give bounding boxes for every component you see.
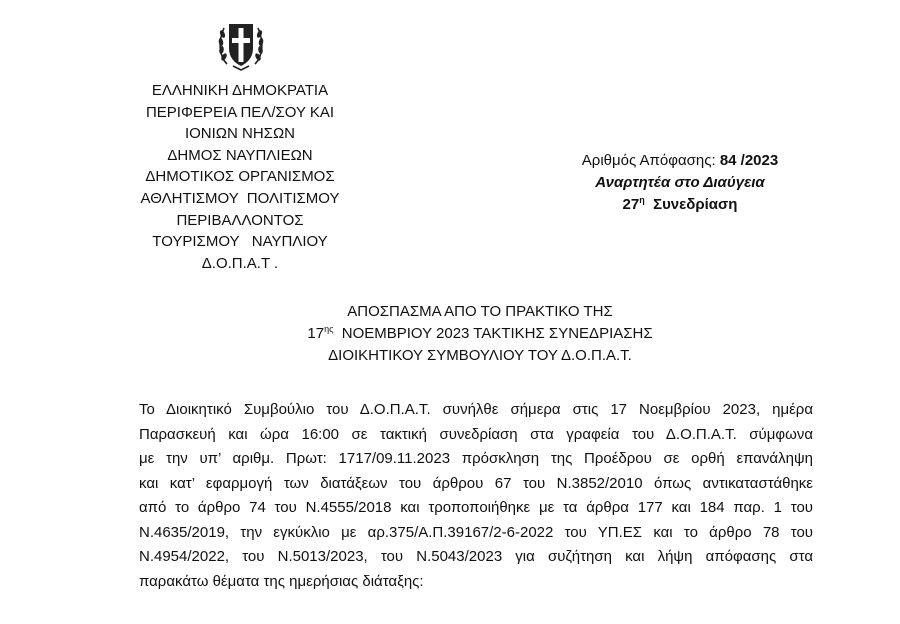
paragraph-line: από το άρθρο 74 του Ν.4555/2018 και τροποποιήθηκε με τα άρθρα 177 και 184 παρ. 1 του bbox=[139, 499, 813, 516]
issuer-line: ΤΟΥΡΙΣΜΟΥ ΝΑΥΠΛΙΟΥ bbox=[152, 233, 328, 251]
title-day: 17 bbox=[307, 325, 325, 342]
decision-number-line bbox=[540, 150, 820, 172]
greek-coat-of-arms-icon bbox=[213, 14, 269, 72]
issuer-line: Δ.Ο.Π.Α.Τ . bbox=[201, 254, 279, 272]
session-ordinal: η bbox=[639, 195, 645, 205]
session-number: 27 bbox=[622, 196, 640, 213]
title-line-2-rest: ΝΟΕΜΒΡΙΟΥ 2023 ΤΑΚΤΙΚΗΣ ΣΥΝΕΔΡΙΑΣΗΣ bbox=[333, 325, 653, 342]
decision-number-label: Αριθμός Απόφασης: bbox=[581, 152, 720, 169]
minutes-paragraph bbox=[139, 398, 813, 594]
title-day-ordinal: ης bbox=[324, 324, 334, 334]
issuer-line: ΠΕΡΙΦΕΡΕΙΑ ΠΕΛ/ΣΟΥ ΚΑΙ bbox=[145, 103, 335, 121]
issuer-header bbox=[120, 80, 360, 274]
issuer-line: ΠΕΡΙΒΑΛΛΟΝΤΟΣ bbox=[176, 211, 304, 229]
issuer-line: ΔΗΜΟΤΙΚΟΣ ΟΡΓΑΝΙΣΜΟΣ bbox=[145, 168, 335, 186]
issuer-line: ΕΛΛΗΝΙΚΗ ΔΗΜΟΚΡΑΤΙΑ bbox=[151, 82, 329, 99]
issuer-line: ΑΘΛΗΤΙΣΜΟΥ ΠΟΛΙΤΙΣΜΟΥ bbox=[140, 189, 340, 207]
paragraph-line: παρακάτω θέματα της ημερήσιας διάταξης: bbox=[139, 572, 424, 590]
paragraph-line: Παρασκευή και ώρα 16:00 σε τακτική συνεδρίαση στα γραφεία του Δ.Ο.Π.Α.Τ. σύμφωνα bbox=[139, 425, 813, 443]
session-number-line bbox=[540, 194, 820, 216]
diavgeia-notice: Αναρτητέα στο Διαύγεια bbox=[595, 174, 765, 191]
document-title bbox=[270, 301, 690, 367]
paragraph-line: με την υπ’ αριθμ. Πρωτ: 1717/09.11.2023 πρόσκληση της Προέδρου σε ορθή επανάληψη bbox=[139, 450, 813, 467]
title-line-2 bbox=[270, 323, 690, 345]
paragraph-line: Ν.4635/2019, την εγκύκλιο με αρ.375/Α.Π.39167/2-6-2022 του ΥΠ.ΕΣ και το άρθρο 78 του bbox=[139, 523, 813, 541]
paragraph-line: και κατ’ εφαρμογή των διατάξεων του άρθρου 67 του Ν.3852/2010 όπως αντικαταστάθηκε bbox=[139, 474, 813, 492]
decision-number: 84 /2023 bbox=[719, 152, 779, 169]
paragraph-line: Ν.4954/2022, του Ν.5013/2023, του Ν.5043/2023 για συζήτηση και λήψη απόφασης στα bbox=[139, 548, 813, 565]
issuer-line: ΙΟΝΙΩΝ ΝΗΣΩΝ bbox=[184, 125, 296, 143]
title-line-1: ΑΠΟΣΠΑΣΜΑ ΑΠΟ ΤΟ ΠΡΑΚΤΙΚΟ ΤΗΣ bbox=[347, 303, 613, 320]
session-word: Συνεδρίαση bbox=[644, 196, 738, 213]
issuer-line: ΔΗΜΟΣ ΝΑΥΠΛΙΕΩΝ bbox=[167, 146, 313, 164]
title-line-3: ΔΙΟΙΚΗΤΙΚΟΥ ΣΥΜΒΟΥΛΙΟΥ ΤΟΥ Δ.Ο.Π.Α.Τ. bbox=[328, 347, 632, 364]
decision-info bbox=[540, 150, 820, 216]
paragraph-line: Το Διοικητικό Συμβούλιο του Δ.Ο.Π.Α.Τ. συνήλθε σήμερα στις 17 Νοεμβρίου 2023, ημέρα bbox=[139, 401, 813, 418]
